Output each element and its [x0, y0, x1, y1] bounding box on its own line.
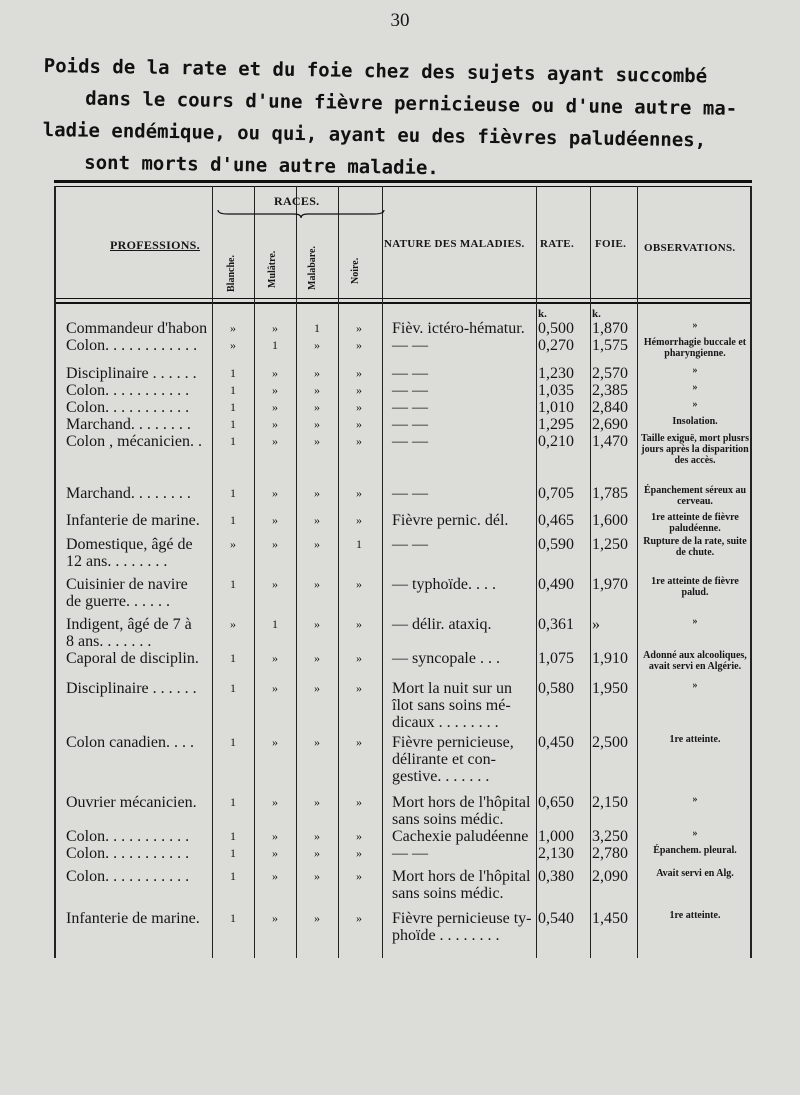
- blanche-cell: 1: [230, 577, 236, 591]
- rate-cell: 0,500: [538, 320, 574, 337]
- foie-cell: 1,470: [592, 433, 628, 450]
- heading-line: dans le cours d'une fièvre pernicieuse ou d'une autre ma-: [85, 87, 738, 120]
- mulatre-cell: »: [272, 366, 278, 380]
- nature-cell: — —: [392, 337, 428, 354]
- noire-header: Noire.: [350, 257, 361, 284]
- blanche-cell: 1: [230, 911, 236, 925]
- mulatre-cell: »: [272, 869, 278, 883]
- heading-line: sont morts d'une autre maladie.: [84, 151, 439, 180]
- foie-cell: 2,780: [592, 845, 628, 862]
- nature-cell: Cachexie paludéenne: [392, 828, 529, 845]
- table-top-rule: [54, 180, 752, 183]
- mulatre-cell: »: [272, 735, 278, 749]
- nature-cell: Fièv. ictéro-hématur.: [392, 320, 525, 337]
- mulatre-cell: »: [272, 400, 278, 414]
- noire-cell: »: [356, 434, 362, 448]
- noire-cell: »: [356, 321, 362, 335]
- blanche-cell: »: [230, 537, 236, 551]
- mulatre-cell: »: [272, 434, 278, 448]
- foie-cell: 3,250: [592, 828, 628, 845]
- malabare-cell: »: [314, 795, 320, 809]
- malabare-cell: »: [314, 400, 320, 414]
- blanche-cell: »: [230, 321, 236, 335]
- rate-cell: 0,450: [538, 734, 574, 751]
- noire-cell: »: [356, 577, 362, 591]
- foie-cell: 2,570: [592, 365, 628, 382]
- foie-cell: 1,575: [592, 337, 628, 354]
- foie-cell: 1,600: [592, 512, 628, 529]
- observation-cell: »: [692, 680, 698, 691]
- mulatre-cell: »: [272, 846, 278, 860]
- professions-header: PROFESSIONS.: [110, 238, 200, 252]
- mulatre-cell: 1: [272, 617, 278, 631]
- malabare-cell: »: [314, 513, 320, 527]
- foie-cell: 1,450: [592, 910, 628, 927]
- rate-cell: 1,000: [538, 828, 574, 845]
- mulatre-cell: »: [272, 651, 278, 665]
- table-heading: [42, 50, 756, 189]
- nature-cell: — —: [392, 433, 428, 450]
- observation-cell: »: [692, 828, 698, 839]
- malabare-cell: »: [314, 537, 320, 551]
- column-divider: [338, 186, 339, 958]
- nature-cell: — —: [392, 536, 428, 553]
- column-divider: [54, 186, 56, 958]
- nature-cell: — —: [392, 399, 428, 416]
- rate-cell: 1,010: [538, 399, 574, 416]
- observation-cell: »: [692, 616, 698, 627]
- blanche-cell: »: [230, 338, 236, 352]
- rate-cell: 0,590: [538, 536, 574, 553]
- nature-cell: — délir. ataxiq.: [392, 616, 492, 633]
- malabare-cell: »: [314, 366, 320, 380]
- observations-header: OBSERVATIONS.: [644, 242, 736, 254]
- noire-cell: »: [356, 400, 362, 414]
- foie-cell: 2,690: [592, 416, 628, 433]
- noire-cell: »: [356, 383, 362, 397]
- blanche-cell: 1: [230, 366, 236, 380]
- profession-cell: Disciplinaire . . . . . .: [66, 680, 197, 697]
- observation-cell: Taille exiguë, mort plusrs jours après la disparition des accès.: [641, 433, 749, 466]
- column-divider: [254, 186, 255, 958]
- observation-cell: »: [692, 382, 698, 393]
- blanche-cell: 1: [230, 400, 236, 414]
- rate-cell: 0,361: [538, 616, 574, 633]
- observation-cell: Épanchement séreux au cerveau.: [643, 485, 747, 507]
- noire-cell: »: [356, 795, 362, 809]
- noire-cell: »: [356, 366, 362, 380]
- profession-cell: Marchand. . . . . . . .: [66, 485, 191, 502]
- profession-cell: Cuisinier de navire de guerre. . . . . .: [66, 576, 188, 610]
- observation-cell: »: [692, 399, 698, 410]
- rate-header: RATE.: [540, 238, 574, 250]
- blanche-cell: 1: [230, 434, 236, 448]
- mulatre-cell: »: [272, 829, 278, 843]
- noire-cell: »: [356, 513, 362, 527]
- header-rule-thick: [54, 302, 752, 304]
- foie-cell: 2,090: [592, 868, 628, 885]
- blanche-cell: »: [230, 617, 236, 631]
- foie-cell: 1,870: [592, 320, 628, 337]
- observation-cell: Épanchem. pleural.: [653, 845, 737, 856]
- malabare-cell: »: [314, 577, 320, 591]
- observation-cell: 1re atteinte.: [669, 910, 721, 921]
- foie-unit: k.: [592, 308, 601, 320]
- observation-cell: »: [692, 320, 698, 331]
- profession-cell: Disciplinaire . . . . . .: [66, 365, 197, 382]
- mulatre-cell: »: [272, 513, 278, 527]
- malabare-cell: »: [314, 651, 320, 665]
- rate-cell: 0,380: [538, 868, 574, 885]
- noire-cell: »: [356, 681, 362, 695]
- malabare-cell: 1: [314, 321, 320, 335]
- column-divider: [382, 186, 383, 958]
- foie-cell: »: [592, 616, 600, 633]
- page-number: 30: [390, 10, 410, 31]
- races-brace: [216, 208, 386, 218]
- column-divider: [750, 186, 752, 958]
- blanche-cell: 1: [230, 681, 236, 695]
- malabare-cell: »: [314, 434, 320, 448]
- malabare-cell: »: [314, 829, 320, 843]
- profession-cell: Domestique, âgé de 12 ans. . . . . . . .: [66, 536, 193, 570]
- nature-cell: Fièvre pernicieuse ty- phoïde . . . . . . . .: [392, 910, 532, 944]
- foie-cell: 1,250: [592, 536, 628, 553]
- nature-cell: — —: [392, 845, 428, 862]
- foie-header: FOIE.: [595, 238, 627, 250]
- mulatre-cell: »: [272, 537, 278, 551]
- foie-cell: 2,500: [592, 734, 628, 751]
- blanche-cell: 1: [230, 513, 236, 527]
- profession-cell: Colon. . . . . . . . . . .: [66, 399, 190, 416]
- nature-cell: — syncopale . . .: [392, 650, 500, 667]
- nature-cell: Mort la nuit sur un îlot sans soins mé- dicaux . . . . . . . .: [392, 680, 512, 731]
- mulatre-cell: »: [272, 486, 278, 500]
- profession-cell: Commandeur d'habon: [66, 320, 208, 337]
- noire-cell: »: [356, 417, 362, 431]
- malabare-cell: »: [314, 869, 320, 883]
- rate-cell: 0,270: [538, 337, 574, 354]
- profession-cell: Colon. . . . . . . . . . . .: [66, 337, 198, 354]
- noire-cell: »: [356, 869, 362, 883]
- blanche-cell: 1: [230, 383, 236, 397]
- mulatre-header: Mulâtre.: [267, 250, 278, 288]
- profession-cell: Infanterie de marine.: [66, 910, 200, 927]
- mulatre-cell: »: [272, 321, 278, 335]
- heading-line: Poids de la rate et du foie chez des sujets ayant succombé: [43, 54, 708, 88]
- observation-cell: Avait servi en Alg.: [656, 868, 734, 879]
- rate-cell: 0,650: [538, 794, 574, 811]
- rate-cell: 0,580: [538, 680, 574, 697]
- observation-cell: »: [692, 365, 698, 376]
- rate-cell: 1,230: [538, 365, 574, 382]
- nature-cell: — —: [392, 485, 428, 502]
- profession-cell: Colon. . . . . . . . . . .: [66, 845, 190, 862]
- nature-cell: Mort hors de l'hôpital sans soins médic.: [392, 794, 531, 828]
- nature-cell: Fièvre pernicieuse, délirante et con- gestive. . . . . . .: [392, 734, 514, 785]
- blanche-cell: 1: [230, 846, 236, 860]
- rate-cell: 1,295: [538, 416, 574, 433]
- table-top-rule-thin: [54, 186, 752, 187]
- observation-cell: Rupture de la rate, suite de chute.: [643, 536, 747, 558]
- profession-cell: Indigent, âgé de 7 à 8 ans. . . . . . .: [66, 616, 192, 650]
- mulatre-cell: »: [272, 681, 278, 695]
- rate-cell: 0,490: [538, 576, 574, 593]
- malabare-cell: »: [314, 338, 320, 352]
- observation-cell: 1re atteinte.: [669, 734, 721, 745]
- nature-header: NATURE DES MALADIES.: [384, 238, 525, 250]
- data-table: [54, 180, 752, 958]
- foie-cell: 1,950: [592, 680, 628, 697]
- noire-cell: »: [356, 829, 362, 843]
- blanche-cell: 1: [230, 735, 236, 749]
- foie-cell: 2,840: [592, 399, 628, 416]
- observation-cell: 1re atteinte de fièvre paludéenne.: [651, 512, 739, 534]
- profession-cell: Colon. . . . . . . . . . .: [66, 868, 190, 885]
- rate-cell: 0,465: [538, 512, 574, 529]
- mulatre-cell: »: [272, 795, 278, 809]
- malabare-cell: »: [314, 681, 320, 695]
- nature-cell: — —: [392, 365, 428, 382]
- mulatre-cell: »: [272, 383, 278, 397]
- malabare-header: Malabare.: [307, 246, 318, 290]
- malabare-cell: »: [314, 735, 320, 749]
- blanche-cell: 1: [230, 651, 236, 665]
- malabare-cell: »: [314, 846, 320, 860]
- header-rule: [54, 298, 752, 299]
- noire-cell: »: [356, 651, 362, 665]
- noire-cell: »: [356, 617, 362, 631]
- nature-cell: — —: [392, 416, 428, 433]
- rate-cell: 1,035: [538, 382, 574, 399]
- malabare-cell: »: [314, 911, 320, 925]
- blanche-header: Blanche.: [226, 255, 237, 292]
- observation-cell: Hémorrhagie buccale et pharyngienne.: [643, 337, 747, 359]
- profession-cell: Colon canadien. . . .: [66, 734, 194, 751]
- column-divider: [296, 186, 297, 958]
- foie-cell: 1,785: [592, 485, 628, 502]
- noire-cell: »: [356, 846, 362, 860]
- blanche-cell: 1: [230, 486, 236, 500]
- malabare-cell: »: [314, 617, 320, 631]
- malabare-cell: »: [314, 383, 320, 397]
- blanche-cell: 1: [230, 417, 236, 431]
- blanche-cell: 1: [230, 795, 236, 809]
- profession-cell: Colon. . . . . . . . . . .: [66, 382, 190, 399]
- observation-cell: »: [692, 794, 698, 805]
- noire-cell: »: [356, 911, 362, 925]
- noire-cell: »: [356, 338, 362, 352]
- mulatre-cell: »: [272, 577, 278, 591]
- nature-cell: Fièvre pernic. dél.: [392, 512, 509, 529]
- heading-line: ladie endémique, ou qui, ayant eu des fièvres paludéennes,: [42, 118, 707, 152]
- mulatre-cell: »: [272, 911, 278, 925]
- foie-cell: 2,385: [592, 382, 628, 399]
- nature-cell: — —: [392, 382, 428, 399]
- profession-cell: Ouvrier mécanicien.: [66, 794, 197, 811]
- mulatre-cell: »: [272, 417, 278, 431]
- rate-cell: 0,210: [538, 433, 574, 450]
- foie-cell: 1,970: [592, 576, 628, 593]
- noire-cell: 1: [356, 537, 362, 551]
- rate-cell: 1,075: [538, 650, 574, 667]
- malabare-cell: »: [314, 486, 320, 500]
- malabare-cell: »: [314, 417, 320, 431]
- profession-cell: Colon , mécanicien. .: [66, 433, 202, 450]
- rate-cell: 2,130: [538, 845, 574, 862]
- blanche-cell: 1: [230, 869, 236, 883]
- profession-cell: Colon. . . . . . . . . . .: [66, 828, 190, 845]
- profession-cell: Marchand. . . . . . . .: [66, 416, 191, 433]
- profession-cell: Infanterie de marine.: [66, 512, 200, 529]
- observation-cell: 1re atteinte de fièvre palud.: [651, 576, 739, 598]
- blanche-cell: 1: [230, 829, 236, 843]
- observation-cell: Insolation.: [672, 416, 718, 427]
- rate-cell: 0,540: [538, 910, 574, 927]
- noire-cell: »: [356, 486, 362, 500]
- races-header: RACES.: [274, 194, 320, 208]
- profession-cell: Caporal de disciplin.: [66, 650, 199, 667]
- mulatre-cell: 1: [272, 338, 278, 352]
- nature-cell: Mort hors de l'hôpital sans soins médic.: [392, 868, 531, 902]
- rate-unit: k.: [538, 308, 547, 320]
- rate-cell: 0,705: [538, 485, 574, 502]
- noire-cell: »: [356, 735, 362, 749]
- observation-cell: Adonné aux alcooliques, avait servi en Algérie.: [643, 650, 747, 672]
- foie-cell: 2,150: [592, 794, 628, 811]
- nature-cell: — typhoïde. . . .: [392, 576, 496, 593]
- foie-cell: 1,910: [592, 650, 628, 667]
